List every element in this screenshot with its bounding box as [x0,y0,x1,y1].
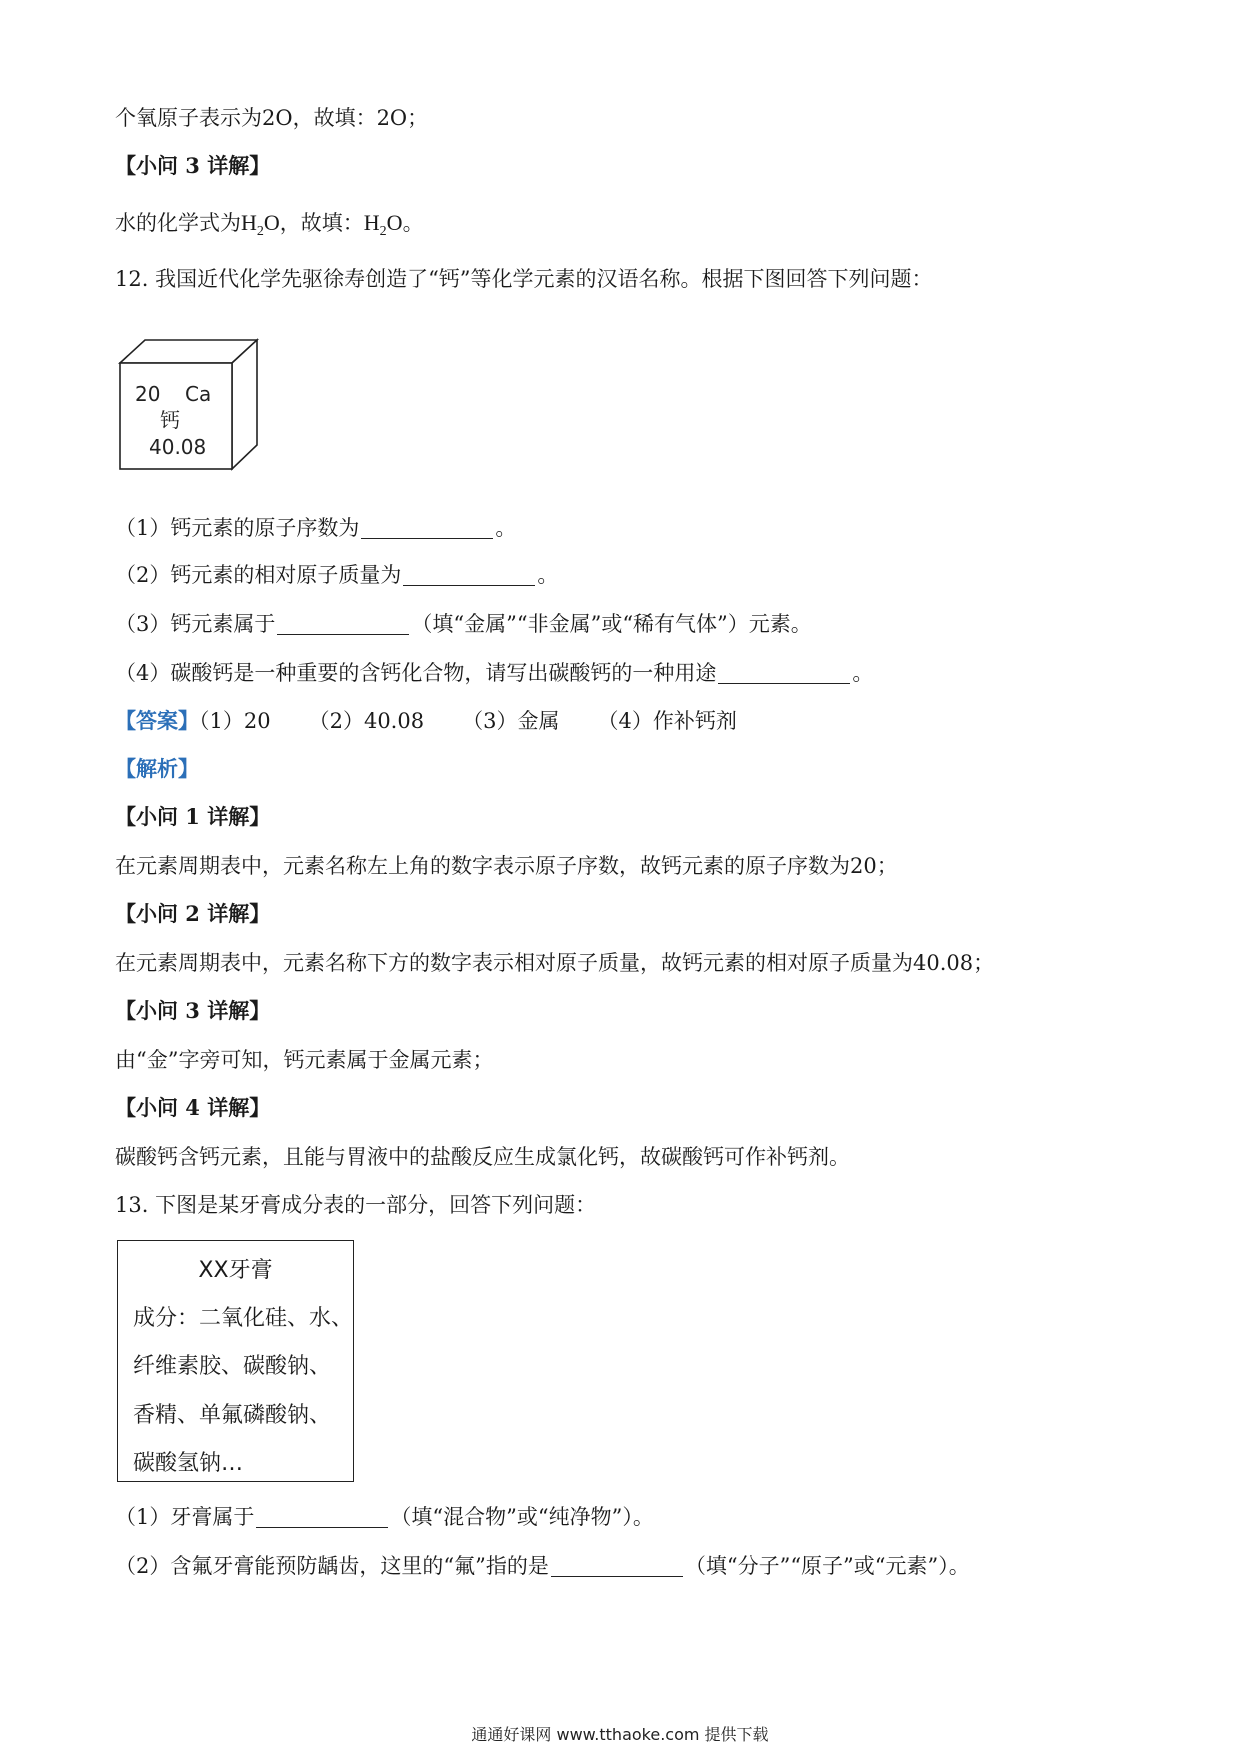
q13-sub2: （2）含氟牙膏能预防龋齿，这里的“氟”指的是 （填“分子”“原子”或“元素”）。 [115,1554,970,1578]
answer-label: 【答案】 [115,708,199,733]
detail-3-text: 由“金”字旁可知，钙元素属于金属元素； [115,1048,494,1072]
toothpaste-title: XX牙膏 [198,1258,273,1283]
answer-1: （1）20 [199,709,271,733]
q12-stem: 12. 我国近代化学先驱徐寿创造了“钙”等化学元素的汉语名称。根据下图回答下列问题： [115,267,933,291]
analysis-label: 【解析】 [115,756,199,781]
ingredient-line: 香精、单氟磷酸钠、 [133,1403,332,1428]
page-footer: 通通好课网 www.tthaoke.com 提供下载 [471,1725,769,1744]
answer-blank [403,563,535,586]
q12-sub3: （3）钙元素属于 （填“金属”“非金属”或“稀有气体”）元素。 [115,612,812,636]
water-formula: $H_2O$ [241,210,280,239]
atomic-mass: 40.08 [149,435,207,459]
detail-2-text: 在元素周期表中，元素名称下方的数字表示相对原子质量，故钙元素的相对原子质量为40.08； [115,951,995,975]
water-formula: $H_2O$ [363,210,403,239]
answer-blank [256,1505,388,1528]
answer-blank [361,516,493,539]
ingredient-line: 碳酸氢钠… [133,1451,244,1476]
answer-blank [277,612,409,635]
toothpaste-ingredient-box [117,1240,354,1482]
answer-4: （4）作补钙剂 [597,709,737,733]
q12-answer-line [115,706,737,736]
prev-answer-line: 个氧原子表示为2O，故填：2O； [115,106,429,130]
detail-1-heading: 【小问 1 详解】 [115,804,271,829]
element-symbol: Ca [185,382,212,406]
q12-sub1: （1）钙元素的原子序数为 。 [115,516,517,540]
prev-detail-heading: 【小问 3 详解】 [115,153,271,178]
q13-sub1: （1）牙膏属于 （填“混合物”或“纯净物”）。 [115,1505,654,1529]
q12-sub2: （2）钙元素的相对原子质量为 。 [115,563,559,587]
ingredient-line: 纤维素胶、碳酸钠、 [133,1354,332,1379]
element-name: 钙 [160,408,180,432]
detail-4-heading: 【小问 4 详解】 [115,1095,271,1120]
atomic-number: 20 [135,382,161,406]
detail-2-heading: 【小问 2 详解】 [115,901,271,926]
detail-1-text: 在元素周期表中，元素名称左上角的数字表示原子序数，故钙元素的原子序数为20； [115,854,898,878]
ingredient-line: 成分：二氧化硅、水、 [133,1306,354,1331]
detail-4-text: 碳酸钙含钙元素，且能与胃液中的盐酸反应生成氯化钙，故碳酸钙可作补钙剂。 [115,1145,850,1169]
answer-blank [718,661,850,684]
prev-water-formula-line: 水的化学式为$H_2O$，故填：$H_2O$。 [115,210,424,239]
answer-3: （3）金属 [462,709,560,733]
calcium-element-cube [115,335,265,475]
q13-stem: 13. 下图是某牙膏成分表的一部分，回答下列问题： [115,1193,597,1217]
q12-sub4: （4）碳酸钙是一种重要的含钙化合物，请写出碳酸钙的一种用途 。 [115,661,874,685]
detail-3-heading: 【小问 3 详解】 [115,998,271,1023]
answer-blank [551,1554,683,1577]
answer-2: （2）40.08 [308,709,425,733]
